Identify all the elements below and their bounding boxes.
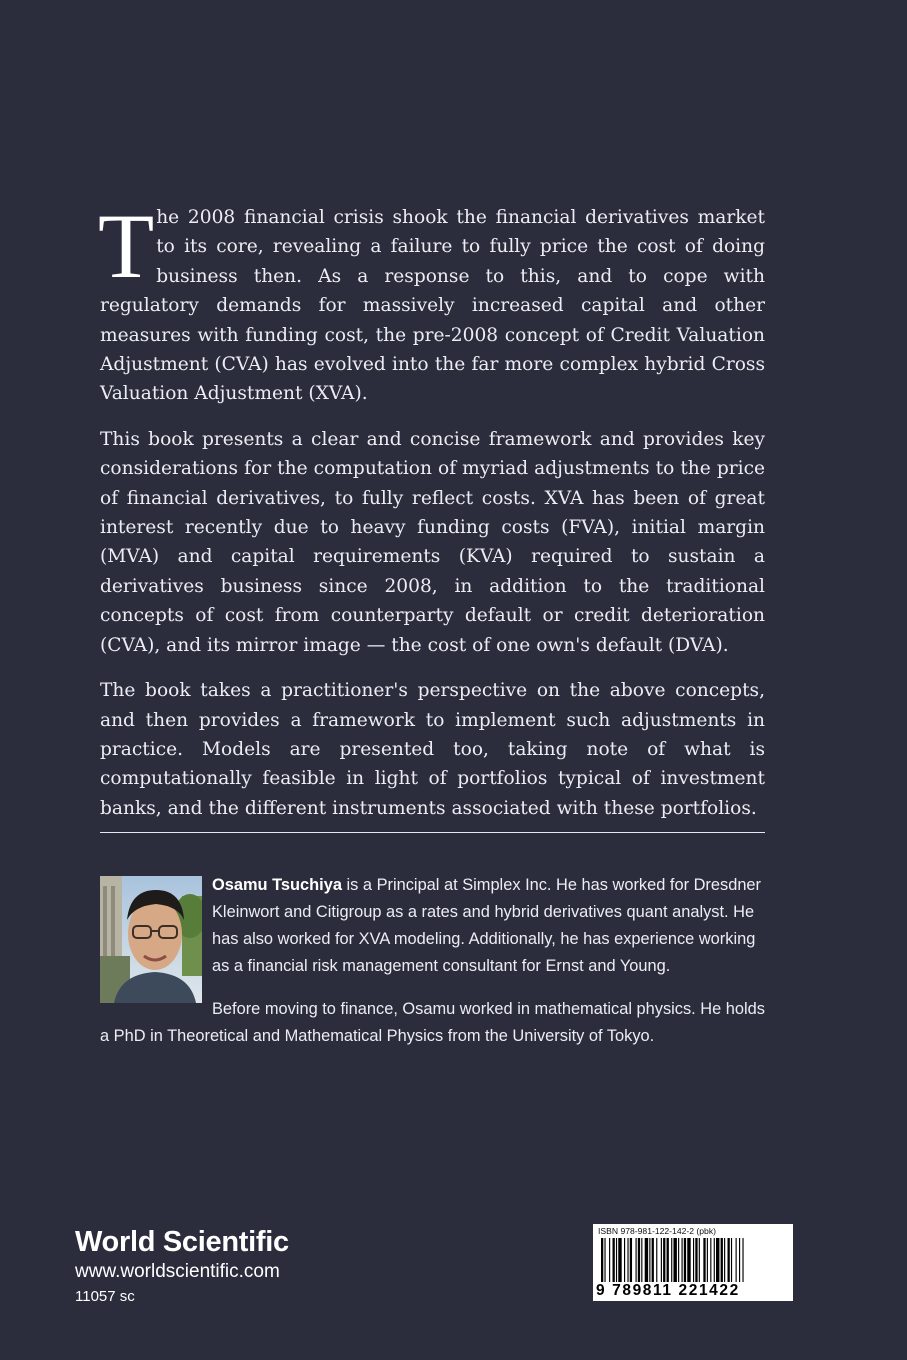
barcode-bar (604, 1238, 605, 1282)
barcode-bar (661, 1238, 662, 1282)
author-bio-paragraph-1 (100, 872, 768, 980)
blurb-paragraph-1-text: he 2008 financial crisis shook the financial derivatives market to its core, revealing a failure to fully price the cost of doing business then. As a response to this, and to cope with regulatory demands for massively increased capital and other measures with funding cost, the pre-2008 concept of Credit Valuation Adjustment (CVA) has evolved into the far more complex hybrid Cross Valuation Adjustment (XVA). (100, 207, 765, 405)
barcode-bar (714, 1238, 715, 1282)
barcode-bar (682, 1238, 683, 1282)
drop-cap: T (98, 195, 155, 297)
barcode-bar (618, 1238, 621, 1282)
barcode-bar (739, 1238, 740, 1282)
barcode-bar (652, 1238, 654, 1282)
barcode-bar (731, 1238, 732, 1282)
barcode-bar (630, 1238, 632, 1282)
author-bio-text: is a Principal at Simplex Inc. He has worked for Dresdner Kleinwort and Citigroup as a rates and hybrid derivatives quant analyst. He has also worked for XVA modeling. Additionally, he has experience working as a financial risk management consultant for Ernst and Young. (212, 876, 762, 975)
barcode-bar (699, 1238, 700, 1282)
barcode-bar (728, 1238, 730, 1282)
barcode-bar (649, 1238, 650, 1282)
barcode-bar (684, 1238, 686, 1282)
barcode-bar (601, 1238, 603, 1282)
barcode-bar (638, 1238, 640, 1282)
barcode-bar (616, 1238, 617, 1282)
blurb-paragraph-2: This book presents a clear and concise framework and provides key considerations for the computation of myriad adjustments to the price of financial derivatives, to fully reflect costs. XVA has been of great interest recently due to heavy funding costs (FVA), initial margin (MVA) and capital requirements (KVA) required to sustain a derivatives business since 2008, in addition to the traditional concepts of cost from counterparty default or credit deterioration (CVA), and its mirror image — the cost of one own's default (DVA). (100, 428, 765, 656)
barcode-bar (663, 1238, 665, 1282)
section-divider (100, 832, 765, 833)
publisher-block (75, 1224, 289, 1310)
barcode-bar (673, 1238, 676, 1282)
blurb-paragraph-1 (98, 195, 765, 409)
barcode-bar (613, 1238, 615, 1282)
barcode-bar (742, 1238, 743, 1282)
author-bio (100, 872, 768, 1066)
barcode-bar (624, 1238, 625, 1282)
barcode-bar (656, 1238, 657, 1282)
barcode-bar (641, 1238, 642, 1282)
barcode-bar (710, 1238, 711, 1282)
barcode-bar (627, 1238, 628, 1282)
barcode-bar (736, 1238, 737, 1282)
barcode-bar (645, 1238, 648, 1282)
barcode-bar (695, 1238, 697, 1282)
barcode-bar (724, 1238, 725, 1282)
barcode-bar (678, 1238, 679, 1282)
blurb-paragraph-3: The book takes a practitioner's perspective on the above concepts, and then provides a framework to implement such adjustments in practice. Models are presented too, taking note of what is computationally feasible in light of portfolios typical of investment banks, and the different instruments associated with these portfolios. (100, 680, 765, 819)
isbn-barcode (593, 1224, 793, 1301)
barcode-bar (667, 1238, 669, 1282)
barcode-bar (636, 1238, 637, 1282)
author-bio-paragraph-2: Before moving to finance, Osamu worked in mathematical physics. He holds a PhD in Theoretical and Mathematical Physics from the University of Tokyo. (100, 1000, 765, 1045)
isbn-label: ISBN 978-981-122-142-2 (pbk) (598, 1226, 716, 1236)
barcode-bar (707, 1238, 708, 1282)
barcode-bar (609, 1238, 610, 1282)
barcode-bar (703, 1238, 705, 1282)
publisher-name: World Scientific (75, 1226, 289, 1258)
barcode-bar (716, 1238, 719, 1282)
barcode-digits: 9 789811 221422 (596, 1282, 740, 1299)
barcode-bar (671, 1238, 672, 1282)
barcode-bar (687, 1238, 690, 1282)
product-code: 11057 sc (75, 1288, 135, 1305)
barcode-bar (693, 1238, 694, 1282)
publisher-url: www.worldscientific.com (75, 1261, 280, 1282)
author-name: Osamu Tsuchiya (212, 876, 342, 894)
barcode-bar (721, 1238, 723, 1282)
back-cover-blurb (98, 195, 765, 839)
